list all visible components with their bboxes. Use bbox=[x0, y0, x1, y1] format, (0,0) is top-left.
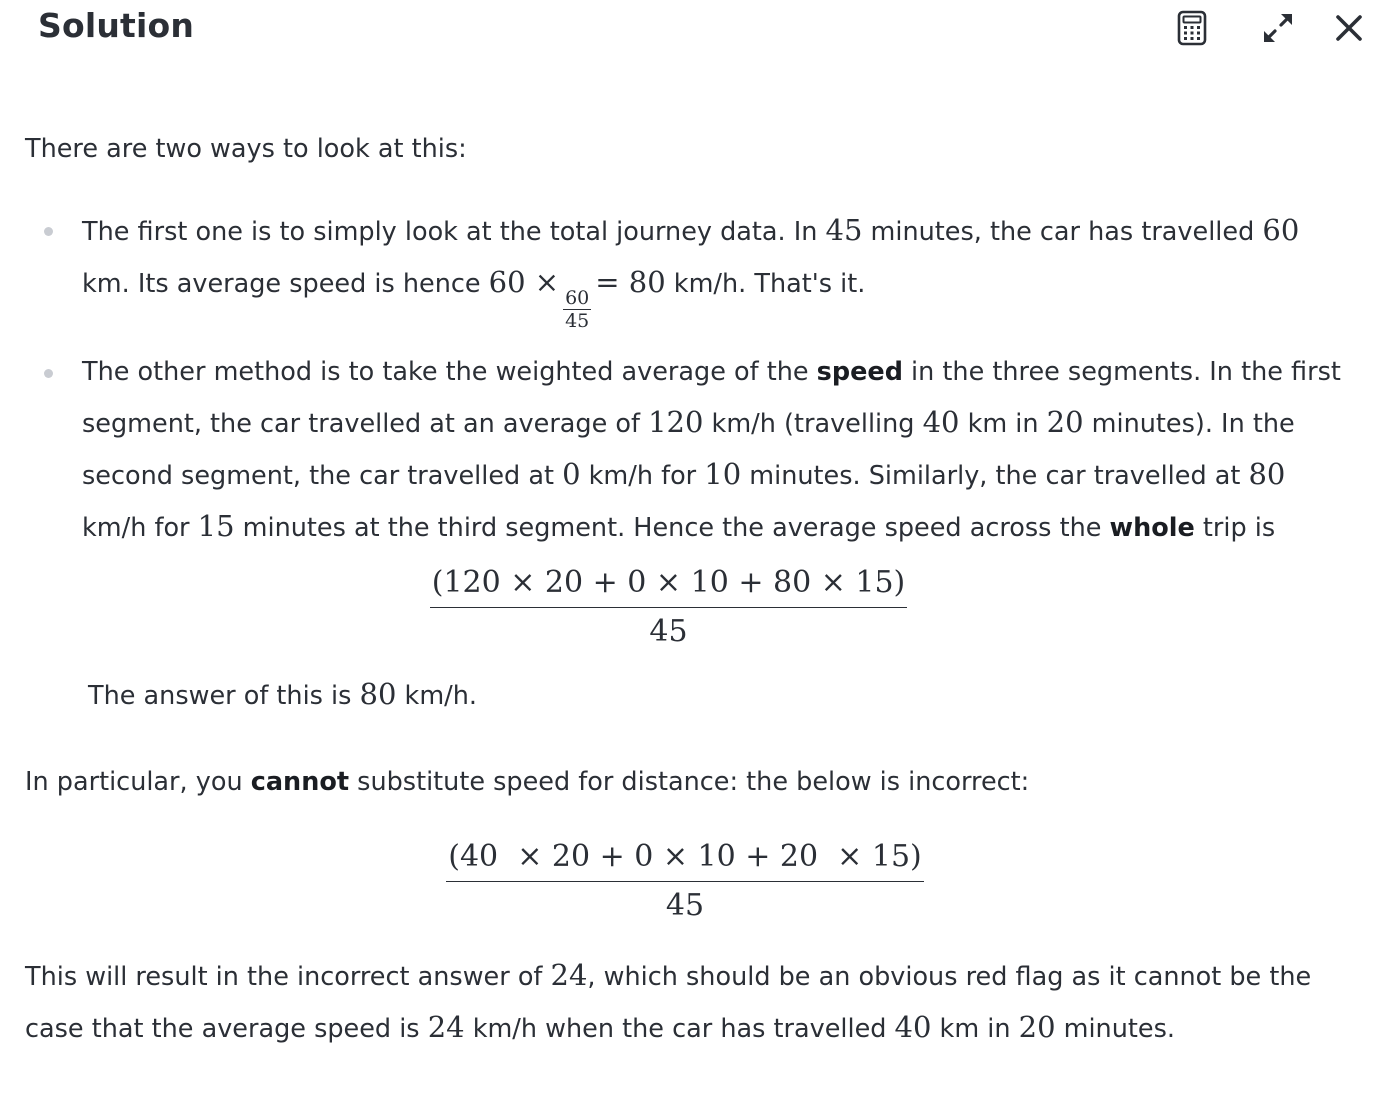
answer-text bbox=[25, 669, 1355, 721]
text-segment: The other method is to take the weighted average of the bbox=[82, 357, 817, 387]
fraction-denominator: 45 bbox=[665, 888, 705, 923]
inline-fraction bbox=[563, 287, 591, 332]
incorrect-formula bbox=[15, 835, 1355, 928]
math-value: 15 bbox=[197, 509, 235, 543]
text-segment: In particular, you bbox=[25, 767, 251, 797]
intro-text: There are two ways to look at this: bbox=[25, 134, 467, 164]
math-value: 24 bbox=[550, 958, 588, 992]
bold-term: cannot bbox=[250, 767, 350, 797]
text-segment: trip is bbox=[1194, 513, 1276, 543]
text-segment: km/h when the car has travelled bbox=[464, 1014, 895, 1044]
text-segment: The answer of this is bbox=[88, 681, 360, 711]
math-value: 60 × bbox=[488, 265, 560, 299]
math-value: 80 bbox=[1248, 457, 1286, 491]
close-button[interactable] bbox=[1329, 8, 1369, 48]
text-segment: substitute speed for distance: the below is incorrect: bbox=[349, 767, 1030, 797]
text-segment: km/h. That's it. bbox=[665, 269, 866, 299]
page-title: Solution bbox=[38, 6, 195, 45]
expand-button[interactable] bbox=[1258, 8, 1298, 48]
fraction-denominator: 45 bbox=[649, 614, 688, 649]
fraction-denominator: 45 bbox=[565, 310, 590, 332]
math-value: 120 bbox=[648, 405, 704, 439]
fraction-numerator: (120 × 20 + 0 × 10 + 80 × 15) bbox=[430, 561, 908, 608]
solution-content bbox=[25, 124, 1355, 1054]
text-segment: in the three segments. In the first segment, the car travelled at an average of bbox=[82, 357, 1341, 439]
fraction-numerator: 60 bbox=[565, 287, 590, 309]
bold-term: whole bbox=[1109, 513, 1195, 543]
text-segment: km/h (travelling bbox=[703, 409, 923, 439]
text-segment: minutes. bbox=[1055, 1014, 1175, 1044]
method-weighted-average bbox=[25, 347, 1355, 654]
expand-arrows-icon bbox=[1261, 11, 1295, 45]
text-segment: km in bbox=[959, 409, 1047, 439]
text-segment: minutes. Similarly, the car travelled at bbox=[741, 461, 1249, 491]
weighted-speed-formula bbox=[0, 561, 1355, 654]
solution-header bbox=[0, 0, 1380, 60]
math-value: 60 bbox=[1262, 213, 1300, 247]
calculator-button[interactable] bbox=[1172, 8, 1212, 48]
text-segment: This will result in the incorrect answer of bbox=[25, 962, 551, 992]
text-segment: km/h for bbox=[82, 513, 198, 543]
math-value: = 80 bbox=[595, 265, 666, 299]
math-value: 20 bbox=[1046, 405, 1084, 439]
text-segment: The first one is to simply look at the total journey data. In bbox=[82, 217, 826, 247]
text-segment: km in bbox=[931, 1014, 1019, 1044]
text-segment: km/h. bbox=[396, 681, 478, 711]
text-segment: minutes at the third segment. Hence the average speed across the bbox=[234, 513, 1110, 543]
calculator-icon bbox=[1177, 10, 1207, 46]
math-value: 20 bbox=[1018, 1010, 1056, 1044]
math-value: 24 bbox=[427, 1010, 465, 1044]
fraction-numerator: (40 × 20 + 0 × 10 + 20 × 15) bbox=[446, 835, 923, 882]
math-value: 10 bbox=[704, 457, 742, 491]
text-segment: minutes, the car has travelled bbox=[862, 217, 1263, 247]
math-value: 45 bbox=[825, 213, 863, 247]
math-value: 0 bbox=[562, 457, 581, 491]
text-segment: km. Its average speed is hence bbox=[82, 269, 489, 299]
text-segment: , which should be an obvious red flag as it cannot be the case that the average speed is bbox=[25, 962, 1312, 1044]
text-segment: km/h for bbox=[580, 461, 705, 491]
bold-term: speed bbox=[816, 357, 903, 387]
display-fraction bbox=[430, 561, 908, 654]
closing-text bbox=[25, 950, 1355, 1054]
display-fraction bbox=[446, 835, 923, 928]
warning-text bbox=[25, 757, 1355, 807]
math-value: 40 bbox=[894, 1010, 932, 1044]
math-value: 40 bbox=[922, 405, 960, 439]
math-value: 80 bbox=[359, 677, 397, 711]
methods-list bbox=[25, 205, 1355, 654]
text-segment: minutes). In the second segment, the car travelled at bbox=[82, 409, 1295, 491]
method-total-journey bbox=[25, 205, 1355, 332]
close-icon bbox=[1335, 14, 1363, 42]
